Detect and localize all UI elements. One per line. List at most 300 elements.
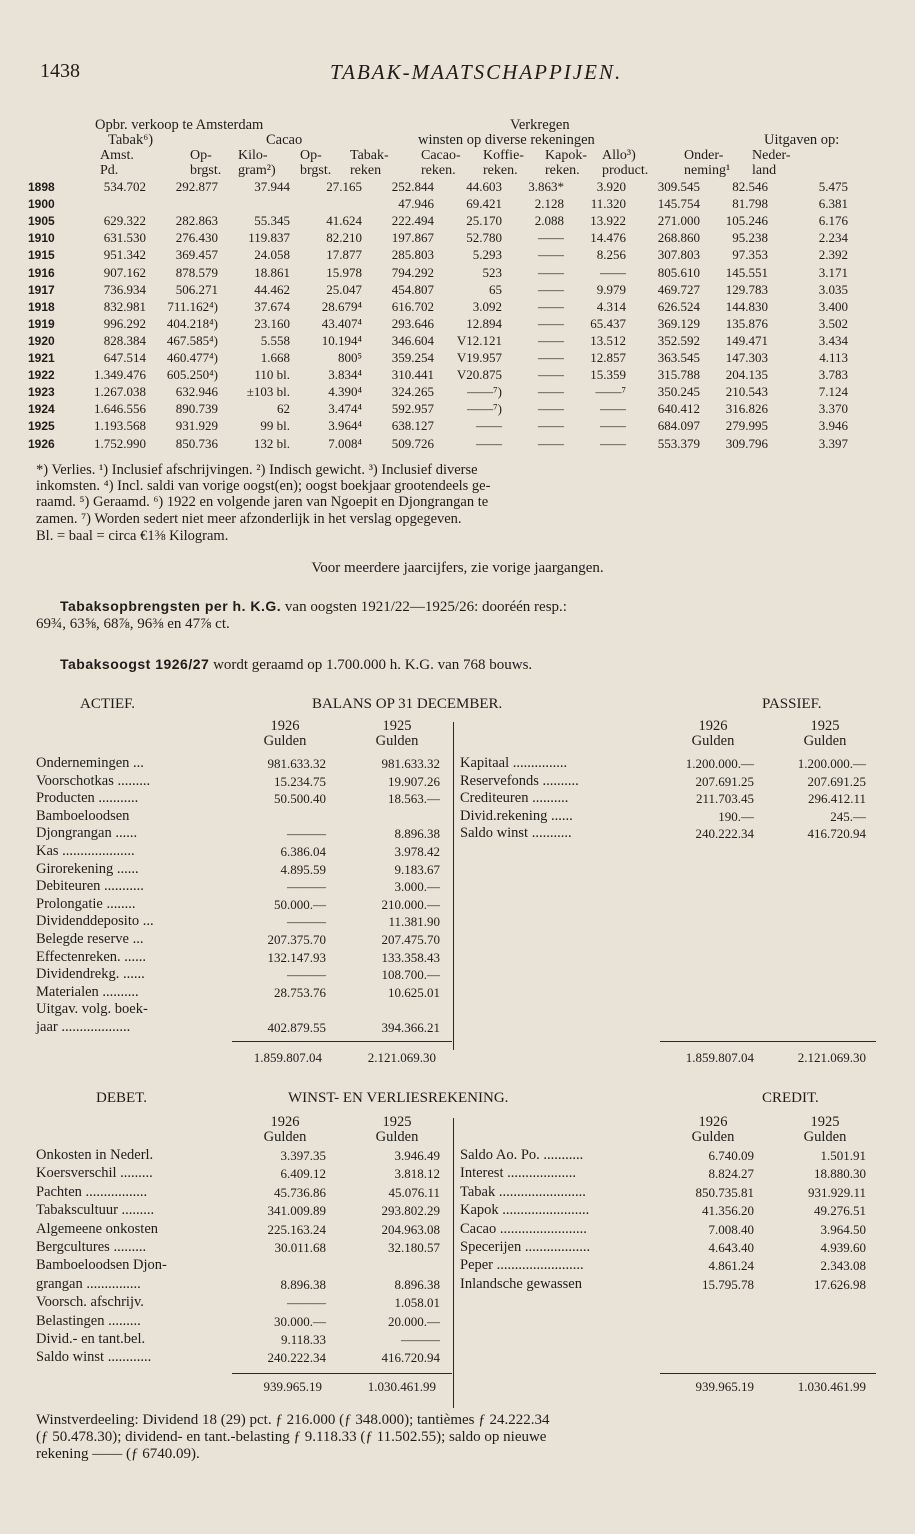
table-cell: 467.585⁴) [166, 332, 218, 348]
wv-debet-item-label: Pachten ................. [36, 1183, 148, 1200]
wv-debet-item-value-1925: 32.180.57 [388, 1240, 440, 1255]
footnote-line3: raamd. ⁵) Geraamd. ⁶) 1922 en volgende jaren van Ngoepit en Djongrangan te [36, 494, 489, 510]
table-column-header: Allo³) [602, 148, 636, 163]
table-column-header: reken. [421, 163, 456, 178]
balans-actief-item-value-1925: 981.633.32 [381, 756, 440, 771]
wv-title: WINST- EN VERLIESREKENING. [288, 1090, 509, 1106]
balans-actief-item-value-1925: 207.475.70 [381, 932, 440, 947]
table-cell: 506.271 [175, 281, 218, 297]
wv-debet-item-value-1925: 3.946.49 [394, 1148, 440, 1163]
table-cell: 3.783 [818, 367, 848, 383]
wv-credit-item-value-1925: 931.929.11 [807, 1184, 866, 1200]
table-cell: 828.384 [103, 332, 146, 348]
wv-credit-item-value-1926: 4.861.24 [708, 1258, 754, 1274]
table-cell: —— [538, 230, 564, 246]
wv-credit-item-value-1925: 2.343.08 [820, 1258, 866, 1274]
wv-debet-item-value-1925: 416.720.94 [381, 1350, 440, 1366]
table-cell: 17.877 [326, 247, 362, 263]
table-cell: ——⁷) [467, 384, 502, 400]
balans-actief-item-label: Dividendrekg. ...... [36, 966, 145, 983]
table-cell: —— [538, 435, 564, 451]
tabaksopbrengsten-text: van oogsten 1921/22—1925/26: dooréén resp.: [281, 599, 567, 615]
table-cell: 8.256 [596, 247, 626, 263]
table-header-tabak: Tabak⁶) [108, 132, 154, 148]
wv-debet-item-label: Tabakscultuur ......... [36, 1202, 155, 1219]
table-header-cacao: Cacao [266, 132, 303, 148]
table-cell: 794.292 [391, 264, 434, 280]
table-column-header: Kapok- [545, 148, 587, 163]
balans-passief-item-value-1925: 416.720.94 [807, 826, 866, 842]
balans-passief-item-value-1925: 296.412.11 [807, 791, 866, 807]
table-column-header: Pd. [100, 163, 119, 178]
table-cell: 3.397 [818, 435, 848, 451]
table-cell: V12.121 [456, 332, 502, 348]
table-cell: 3.370 [818, 401, 848, 417]
balans-title: BALANS OP 31 DECEMBER. [312, 696, 503, 712]
balans-actief-item-value-1926: 402.879.55 [267, 1020, 326, 1035]
table-cell: 52.780 [466, 230, 502, 246]
balans-passief-year1: 1926 Gulden [691, 718, 735, 749]
table-row-year: 1922 [28, 368, 55, 383]
wv-credit-item-value-1925: 17.626.98 [814, 1276, 866, 1292]
wv-debet-item-label: Onkosten in Nederl. [36, 1147, 154, 1163]
table-cell: 11.320 [590, 196, 626, 212]
table-cell: 309.796 [725, 435, 768, 451]
table-cell: 81.798 [732, 196, 768, 212]
table-cell: 509.726 [391, 435, 434, 451]
table-cell: 3.502 [818, 315, 848, 331]
table-cell: 684.097 [657, 418, 700, 434]
table-cell: V19.957 [456, 350, 502, 365]
balans-actief-item-label: Debiteuren ........... [36, 878, 144, 895]
table-cell: —— [538, 332, 564, 348]
table-cell: 850.736 [175, 435, 218, 451]
table-cell: 7.124 [818, 384, 848, 400]
wv-debet-item-label: Algemeene onkosten [36, 1220, 159, 1237]
table-cell: —— [476, 418, 502, 434]
table-cell: 252.844 [391, 179, 434, 194]
balans-actief-item-value-1926: 6.386.04 [280, 844, 326, 859]
table-cell: 23.160 [254, 315, 290, 331]
table-cell: 800⁵ [337, 350, 362, 365]
balans-actief-item-value-1926: 4.895.59 [280, 861, 326, 877]
table-cell: —— [538, 247, 564, 263]
table-cell: 2.128 [534, 196, 564, 212]
table-cell: 292.877 [175, 179, 218, 194]
table-cell: 15.359 [590, 367, 626, 383]
table-cell: 24.058 [254, 247, 290, 263]
wv-credit-item-label: Kapok ........................ [460, 1202, 590, 1219]
wv-debet-item-value-1926: 45.736.86 [274, 1184, 326, 1200]
table-cell: 3.035 [818, 281, 848, 297]
table-cell: 951.342 [103, 247, 146, 263]
table-row [28, 350, 888, 366]
table-cell: 82.546 [732, 179, 768, 194]
balans-actief-total-1925: 2.121.069.30 [367, 1050, 436, 1065]
table-cell: 736.934 [103, 281, 146, 297]
table-cell: 629.322 [103, 213, 146, 229]
table-cell: 6.381 [818, 196, 848, 212]
balans-actief-item-value-1926: 132.147.93 [267, 949, 326, 965]
balans-passief-total-1925: 2.121.069.30 [797, 1050, 866, 1065]
wv-credit-item-value-1925: 1.501.91 [820, 1148, 866, 1163]
see-previous-note: Voor meerdere jaarcijfers, zie vorige jaargangen. [311, 560, 604, 576]
wv-debet-item-value-1926: 30.011.68 [274, 1240, 326, 1255]
table-cell: —— [538, 264, 564, 280]
table-cell: 631.530 [103, 230, 146, 246]
wv-debet-item-value-1926: 30.000.— [274, 1313, 326, 1329]
table-row-year: 1910 [28, 231, 55, 246]
table-cell: 44.462 [254, 281, 290, 297]
wv-debet-item-value-1926: 8.896.38 [280, 1276, 326, 1292]
table-cell: 1.267.038 [94, 384, 146, 400]
table-cell: 6.176 [818, 213, 848, 229]
table-row [28, 179, 888, 195]
table-cell: ±103 bl. [246, 384, 290, 400]
table-cell: 1.752.990 [94, 435, 146, 451]
table-cell: ——⁷) [467, 401, 502, 417]
table-cell: 1.193.568 [94, 418, 146, 434]
table-cell: 13.512 [590, 332, 626, 348]
table-cell: 222.494 [391, 213, 434, 229]
balans-actief-item-label: Kas .................... [36, 843, 135, 859]
table-cell: 3.171 [818, 264, 848, 280]
table-cell: 25.170 [466, 213, 502, 229]
table-row-year: 1918 [28, 299, 55, 314]
wv-credit-item-label: Inlandsche gewassen [460, 1275, 582, 1292]
table-cell: —— [538, 281, 564, 297]
table-row [28, 265, 888, 281]
table-cell: 3.920 [596, 179, 626, 194]
table-cell: —— [600, 418, 626, 434]
wv-debet-total-1925: 1.030.461.99 [367, 1379, 436, 1394]
footnote-line5: Bl. = baal = circa €1⅜ Kilogram. [36, 528, 229, 544]
table-cell: —— [538, 367, 564, 383]
table-cell: 616.702 [391, 298, 434, 314]
wv-debet-item-label: Bergcultures ......... [36, 1239, 147, 1255]
wv-debet-item-value-1926: 6.409.12 [280, 1166, 326, 1182]
balans-passief-item-value-1925: 245.— [830, 808, 866, 824]
table-cell: 99 bl. [260, 418, 290, 434]
table-cell: 4.390⁴ [328, 384, 362, 400]
balans-actief-item-value-1925: 108.700.— [381, 967, 440, 983]
table-row [28, 436, 888, 452]
balans-actief-item-label: Prolongatie ........ [36, 895, 136, 912]
balans-actief-item-label: Effectenreken. ...... [36, 948, 147, 965]
balans-actief-rule [232, 1041, 452, 1042]
wv-divider [453, 1118, 454, 1408]
table-cell: 553.379 [657, 435, 700, 451]
wv-debet-item-value-1926: ——— [287, 1295, 326, 1311]
winstverdeeling-line3: rekening —— (ƒ 6740.09). [36, 1446, 200, 1462]
table-cell: 369.457 [175, 247, 218, 263]
wv-credit-year2: 1925 Gulden [803, 1114, 847, 1145]
table-cell: 632.946 [175, 384, 218, 400]
table-cell: 276.430 [175, 230, 218, 246]
running-header [40, 60, 880, 90]
balans-passief-item-label: Divid.rekening ...... [460, 807, 573, 824]
balans-actief-item-label: Djongrangan ...... [36, 825, 138, 842]
wv-credit-item-label: Specerijen .................. [460, 1239, 591, 1255]
table-cell: —— [538, 401, 564, 417]
table-cell: 534.702 [103, 179, 146, 194]
wv-debet-item-value-1926: 240.222.34 [267, 1350, 326, 1366]
table-row-year: 1923 [28, 385, 55, 400]
running-title: TABAK-MAATSCHAPPIJEN. [330, 60, 623, 84]
tabaksoogst-paragraph [60, 656, 880, 674]
table-cell: 204.135 [725, 367, 768, 383]
table-cell: —— [538, 315, 564, 331]
table-cell: 147.303 [725, 350, 768, 365]
table-header-opbr: Opbr. verkoop te Amsterdam [95, 117, 264, 133]
balans-actief-item-label: Bamboeloodsen [36, 807, 130, 824]
balans-passief-rule [660, 1041, 876, 1042]
wv-credit-item-value-1925: 4.939.60 [820, 1240, 866, 1255]
table-cell: 5.558 [260, 332, 290, 348]
balans-passief-item-label: Kapitaal ............... [460, 755, 568, 771]
wv-credit-item-value-1925: 49.276.51 [814, 1203, 866, 1219]
table-cell: 931.929 [175, 418, 218, 434]
table-column-header: Onder- [684, 148, 724, 163]
table-row-year: 1920 [28, 333, 55, 348]
table-cell: 132 bl. [253, 435, 290, 451]
balans-passief-item-value-1925: 207.691.25 [807, 773, 866, 789]
table-column-header: reken. [483, 163, 518, 178]
balans-passief-item-value-1926: 1.200.000.— [685, 756, 754, 771]
balans-actief-item-value-1926: ——— [287, 914, 326, 930]
balans-actief-item-value-1926: 207.375.70 [267, 932, 326, 947]
table-cell: 890.739 [175, 401, 218, 417]
table-cell: 1.349.476 [94, 367, 146, 383]
table-row-year: 1921 [28, 351, 55, 365]
table-cell: 285.803 [391, 247, 434, 263]
table-row [28, 282, 888, 298]
table-row [28, 401, 888, 417]
table-cell: 3.400 [818, 298, 848, 314]
table-column-header: Cacao- [421, 148, 461, 163]
table-column-header: Koffie- [483, 148, 524, 163]
page-number: 1438 [40, 60, 80, 82]
table-column-header: land [752, 163, 777, 178]
wv-debet-year2: 1925 Gulden [375, 1114, 419, 1145]
table-cell: —— [600, 401, 626, 417]
balans-actief-item-value-1926: 50.000.— [274, 896, 326, 912]
table-cell: 2.234 [818, 230, 848, 246]
balans-passief-total-1926: 1.859.807.04 [685, 1050, 754, 1065]
balans-passief-year2: 1925 Gulden [803, 718, 847, 749]
footnote-line1: *) Verlies. ¹) Inclusief afschrijvingen. ²) Indisch gewicht. ³) Inclusief diverse [36, 462, 478, 478]
wv-credit-item-value-1925: 3.964.50 [820, 1221, 866, 1237]
table-cell: 37.674 [254, 298, 290, 314]
footnote-line2: inkomsten. ⁴) Incl. saldi van vorige oogst(en); oogst boekjaar grootendeels ge- [36, 478, 491, 494]
balans-passief-item-value-1926: 240.222.34 [695, 826, 754, 842]
balans-actief-item-value-1925: 18.563.— [388, 791, 440, 807]
table-row-year: 1905 [28, 214, 55, 229]
table-cell: 69.421 [466, 196, 502, 212]
wv-debet-item-label: Koersverschil ......... [36, 1165, 153, 1182]
wv-debet-item-value-1925: ——— [401, 1332, 440, 1347]
table-cell: 5.293 [472, 247, 502, 263]
tabaksoogst-label: Tabaksoogst 1926/27 [60, 656, 210, 672]
wv-debet-item-label: Saldo winst ............ [36, 1349, 152, 1366]
table-row-year: 1925 [28, 419, 55, 434]
wv-credit-item-value-1926: 8.824.27 [708, 1166, 754, 1182]
table-cell: 18.861 [254, 264, 290, 280]
wv-credit-item-value-1926: 6.740.09 [708, 1148, 754, 1163]
table-row-year: 1919 [28, 316, 55, 331]
balans-actief-item-value-1925: 210.000.— [381, 896, 440, 912]
table-cell: 41.624 [326, 213, 362, 229]
table-column-header: Kilo- [238, 148, 268, 163]
winstverdeeling-line1: Winstverdeeling: Dividend 18 (29) pct. ƒ 216.000 (ƒ 348.000); tantièmes ƒ 24.222.34 [36, 1412, 550, 1428]
wv-credit-item-value-1925: 18.880.30 [814, 1166, 866, 1182]
wv-credit-year1: 1926 Gulden [691, 1114, 735, 1145]
wv-credit-total-1925: 1.030.461.99 [797, 1379, 866, 1394]
table-cell: 324.265 [391, 384, 434, 400]
wv-debet-item-value-1925: 293.802.29 [381, 1203, 440, 1219]
table-cell: —— [538, 350, 564, 365]
table-column-header: product. [602, 163, 649, 178]
table-cell: 27.165 [326, 179, 362, 194]
table-cell: 2.392 [818, 247, 848, 263]
balans-actief-item-value-1925: 9.183.67 [394, 861, 440, 877]
table-row [28, 333, 888, 349]
table-cell: 359.254 [391, 350, 434, 365]
table-cell: 119.837 [248, 230, 290, 246]
wv-debet-total-1926: 939.965.19 [263, 1379, 322, 1394]
table-cell: 316.826 [725, 401, 768, 417]
table-row [28, 367, 888, 383]
table-cell: —— [600, 435, 626, 451]
winstverdeeling-line2: (ƒ 50.478.30); dividend- en tant.-belasting ƒ 9.118.33 (ƒ 11.502.55); saldo op nieuwe [36, 1429, 547, 1445]
table-cell: 3.474⁴ [328, 401, 362, 417]
table-cell: 310.441 [391, 367, 434, 383]
table-cell: 805.610 [657, 264, 700, 280]
balans-passief-item-value-1926: 211.703.45 [695, 791, 754, 807]
table-row [28, 316, 888, 332]
table-cell: 62 [277, 401, 290, 417]
wv-debet-item-value-1925: 8.896.38 [394, 1276, 440, 1292]
balans-actief-item-label: jaar ................... [36, 1019, 131, 1035]
table-column-header: brgst. [300, 163, 332, 178]
table-cell: 268.860 [657, 230, 700, 246]
wv-credit-item-label: Tabak ........................ [460, 1183, 586, 1200]
wv-debet-item-label: Bamboeloodsen Djon- [36, 1257, 167, 1274]
wv-debet-item-label: Belastingen ......... [36, 1312, 141, 1329]
table-cell: 3.092 [472, 298, 502, 314]
table-cell: 279.995 [725, 418, 768, 434]
table-header-uitgaven: Uitgaven op: [764, 132, 840, 148]
wv-credit-rule [660, 1373, 876, 1374]
table-cell: 460.477⁴) [166, 350, 218, 365]
table-cell: —— [600, 264, 626, 280]
table-header-winsten: winsten op diverse rekeningen [418, 132, 595, 148]
tabaksoogst-text: wordt geraamd op 1.700.000 h. K.G. van 768 bouws. [209, 657, 533, 673]
balans-actief-item-value-1925: 10.625.01 [388, 984, 440, 1000]
table-column-header: gram²) [238, 163, 276, 178]
table-cell: 55.345 [254, 213, 290, 229]
balans-actief-item-value-1925: 3.000.— [394, 879, 440, 895]
wv-credit-item-value-1926: 41.356.20 [702, 1203, 754, 1219]
table-column-header: Op- [190, 148, 212, 163]
table-cell: 105.246 [725, 213, 768, 229]
table-cell: 97.353 [732, 247, 768, 263]
table-cell: 65 [489, 281, 502, 297]
table-cell: 293.646 [391, 315, 434, 331]
table-cell: 369.129 [657, 315, 700, 331]
balans-passief-item-label: Saldo winst ........... [460, 825, 572, 842]
table-column-header: reken [350, 163, 382, 178]
table-row-year: 1898 [28, 180, 55, 194]
table-cell: —— [538, 384, 564, 400]
table-cell: 1.668 [260, 350, 290, 365]
balans-actief-item-label: Voorschotkas ......... [36, 772, 151, 789]
table-cell: 65.437 [590, 315, 626, 331]
balans-actief-item-label: Ondernemingen ... [36, 755, 144, 771]
table-cell: 592.957 [391, 401, 434, 417]
passief-title: PASSIEF. [762, 696, 822, 712]
balans-passief-item-label: Reservefonds .......... [460, 772, 579, 789]
balans-actief-total-1926: 1.859.807.04 [253, 1050, 322, 1065]
table-cell: 4.113 [819, 350, 848, 365]
table-cell: 346.604 [391, 332, 434, 348]
table-cell: 454.807 [391, 281, 434, 297]
table-cell: 4.314 [596, 298, 626, 314]
table-column-header: Tabak- [350, 148, 389, 163]
table-cell: 95.238 [732, 230, 768, 246]
table-cell: V20.875 [456, 367, 502, 383]
balans-actief-item-label: Producten ........... [36, 790, 139, 807]
table-row-year: 1924 [28, 402, 55, 417]
table-row [28, 247, 888, 263]
table-cell: 309.545 [657, 179, 700, 194]
table-cell: ——⁷ [595, 384, 626, 400]
debet-title: DEBET. [96, 1090, 147, 1106]
table-cell: —— [538, 418, 564, 434]
table-cell: 47.946 [398, 196, 434, 212]
balans-actief-item-label: Belegde reserve ... [36, 931, 144, 947]
table-cell: 25.047 [326, 281, 362, 297]
table-cell: 996.292 [103, 315, 146, 331]
table-cell: 135.876 [725, 315, 768, 331]
credit-title: CREDIT. [762, 1090, 819, 1106]
balans-passief-item-label: Crediteuren .......... [460, 790, 569, 807]
balans-actief-item-label: Dividenddeposito ... [36, 913, 154, 930]
table-cell: 144.830 [725, 298, 768, 314]
table-cell: 315.788 [657, 367, 700, 383]
table-cell: 12.857 [590, 350, 626, 365]
wv-debet-item-value-1925: 1.058.01 [394, 1295, 440, 1311]
balans-actief-item-value-1925: 133.358.43 [381, 949, 440, 965]
balans-actief-item-value-1926: 981.633.32 [267, 756, 326, 771]
wv-debet-year1: 1926 Gulden [263, 1114, 307, 1145]
balans-actief-item-value-1925: 394.366.21 [381, 1020, 440, 1035]
table-cell: 307.803 [657, 247, 700, 263]
table-row-year: 1916 [28, 265, 55, 280]
table-cell: 13.922 [590, 213, 626, 229]
table-cell: 832.981 [103, 298, 146, 314]
balans-actief-item-value-1926: 15.234.75 [274, 773, 326, 789]
balans-actief-item-label: Materialen .......... [36, 983, 139, 1000]
wv-debet-rule [232, 1373, 452, 1374]
balans-passief-item-value-1926: 190.— [718, 808, 754, 824]
table-cell: 2.088 [534, 213, 564, 229]
table-cell: 3.834⁴ [328, 367, 362, 383]
table-row-year: 1900 [28, 197, 55, 212]
actief-title: ACTIEF. [80, 696, 136, 712]
table-cell: 210.543 [725, 384, 768, 400]
table-cell: 907.162 [103, 264, 146, 280]
